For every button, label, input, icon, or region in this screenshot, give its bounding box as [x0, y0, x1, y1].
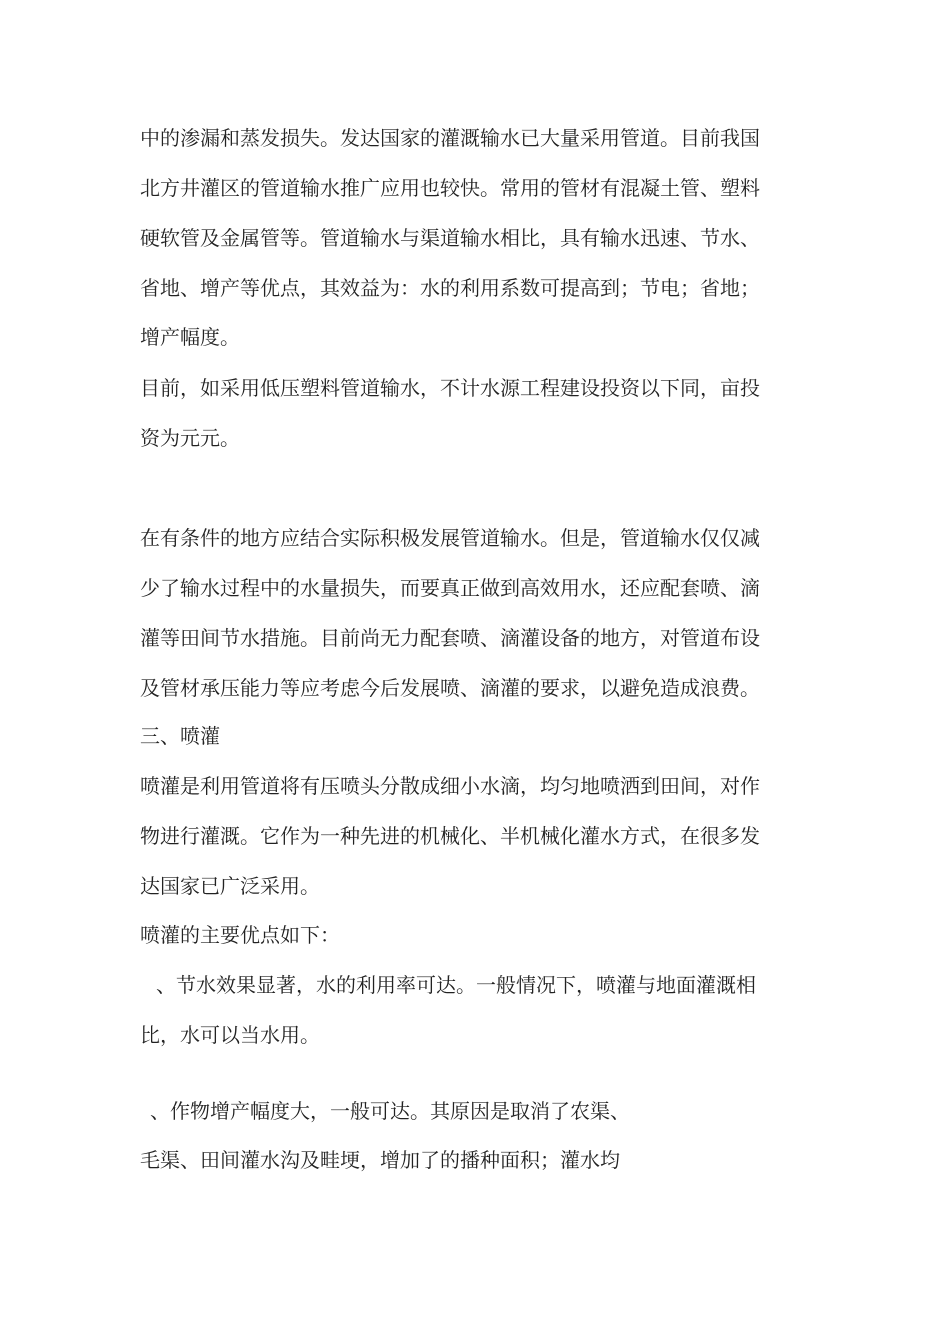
- paragraph-line: 资为元元。: [140, 426, 240, 450]
- paragraph-line: 省地、增产等优点，其效益为：水的利用系数可提高到；节电；省地；: [140, 276, 760, 300]
- paragraph-line: 物进行灌溉。它作为一种先进的机械化、半机械化灌水方式，在很多发: [140, 824, 760, 848]
- paragraph-line: 硬软管及金属管等。管道输水与渠道输水相比，具有输水迅速、节水、: [140, 226, 760, 250]
- list-item-line: 、作物增产幅度大，一般可达。其原因是取消了农渠、: [150, 1099, 630, 1123]
- paragraph-line: 少了输水过程中的水量损失，而要真正做到高效用水，还应配套喷、滴: [140, 576, 760, 600]
- paragraph-line: 喷灌的主要优点如下：: [140, 923, 340, 947]
- paragraph-line: 北方井灌区的管道输水推广应用也较快。常用的管材有混凝土管、塑料: [140, 176, 760, 200]
- paragraph-line: 喷灌是利用管道将有压喷头分散成细小水滴，均匀地喷洒到田间，对作: [140, 774, 760, 798]
- paragraph-line: 增产幅度。: [140, 325, 240, 349]
- paragraph-line: 中的渗漏和蒸发损失。发达国家的灌溉输水已大量采用管道。目前我国: [140, 126, 760, 150]
- list-item-line: 、节水效果显著，水的利用率可达。一般情况下，喷灌与地面灌溉相: [156, 973, 756, 997]
- paragraph-line: 灌等田间节水措施。目前尚无力配套喷、滴灌设备的地方，对管道布设: [140, 626, 760, 650]
- section-heading: 三、喷灌: [140, 724, 220, 748]
- paragraph-line: 达国家已广泛采用。: [140, 874, 320, 898]
- list-item-line: 比，水可以当水用。: [140, 1023, 320, 1047]
- list-item-line: 毛渠、田间灌水沟及畦埂，增加了的播种面积；灌水均: [140, 1148, 620, 1172]
- paragraph-line: 及管材承压能力等应考虑今后发展喷、滴灌的要求，以避免造成浪费。: [140, 676, 760, 700]
- paragraph-line: 在有条件的地方应结合实际积极发展管道输水。但是，管道输水仅仅减: [140, 526, 760, 550]
- paragraph-line: 目前，如采用低压塑料管道输水，不计水源工程建设投资以下同，亩投: [140, 376, 760, 400]
